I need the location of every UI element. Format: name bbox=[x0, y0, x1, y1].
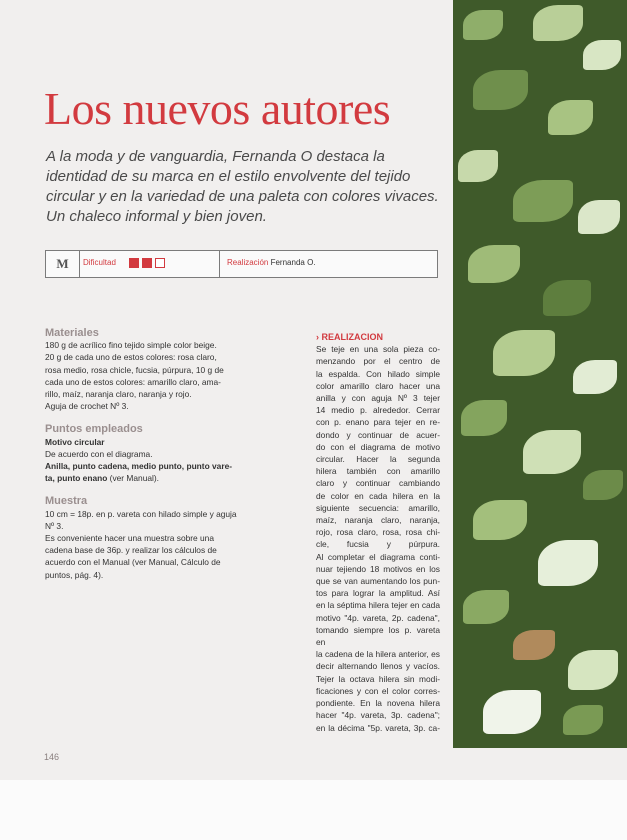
realizacion-line: Tejer la octava hilera sin modi- bbox=[316, 673, 440, 684]
info-divider bbox=[219, 251, 220, 277]
puntos-bold-line: Anilla, punto cadena, medio punto, punto vare- bbox=[45, 461, 233, 472]
realizacion-line: color amarillo claro hacer una bbox=[316, 380, 440, 391]
materiales-line: 180 g de acrílico fino tejido simple color beige. bbox=[45, 340, 217, 351]
right-column bbox=[316, 331, 440, 734]
realizacion-line: nuar tejiendo 18 motivos en los bbox=[316, 563, 440, 574]
muestra-line: cadena base de 36p. y realizar los cálculos de bbox=[45, 545, 217, 556]
realizacion-line: en la séptima hilera tejer en cada bbox=[316, 600, 440, 611]
realizacion-line: tos para lograr la amplitud. Así bbox=[316, 588, 440, 599]
materiales-line: 20 g de cada uno de estos colores: rosa claro, bbox=[45, 352, 217, 363]
realizacion-line: anilla y con aguja Nº 3 tejer bbox=[316, 393, 440, 404]
muestra-line: 10 cm = 18p. en p. vareta con hilado simple y aguja bbox=[45, 508, 237, 519]
realizacion-line: Al completar el diagrama conti- bbox=[316, 551, 440, 562]
realizacion-line: tomando siempre los p. vareta en bbox=[316, 624, 440, 648]
realizacion-line: rojo, rosa claro, rosa, rosa chi- bbox=[316, 527, 440, 538]
realizacion-line: circular. Hacer la segunda bbox=[316, 454, 440, 465]
realizacion-line: que se van aumentando los pun- bbox=[316, 576, 440, 587]
realizacion-line: cle, fucsia y púrpura. bbox=[316, 539, 440, 550]
muestra-line: puntos, pág. 4). bbox=[45, 569, 104, 580]
realizacion-line: en la décima "5p. vareta, 3p. ca- bbox=[316, 722, 440, 733]
realizacion-line: hacer "4p. vareta, 3p. cadena"; bbox=[316, 710, 440, 721]
article-subtitle: A la moda y de vanguardia, Fernanda O destaca la identidad de su marca en el estilo envolvente del tejido circular y en la variedad de una paleta con colores vivaces. Un chaleco informal y bien joven. bbox=[46, 148, 439, 225]
realizacion-line: pondiente. En la novena hilera bbox=[316, 698, 440, 709]
page-number: 146 bbox=[44, 752, 60, 762]
materiales-heading: Materiales bbox=[45, 327, 99, 339]
realizacion-line: siguiente secuencia: amarillo, bbox=[316, 502, 440, 513]
difficulty-square-2 bbox=[142, 258, 152, 268]
muestra-heading: Muestra bbox=[45, 495, 88, 508]
ivy-photo bbox=[453, 0, 627, 748]
left-column bbox=[45, 327, 245, 581]
realizacion-line: do con el diagrama de motivo bbox=[316, 441, 440, 452]
realizacion-line: 14 medio p. alrededor. Cerrar bbox=[316, 405, 440, 416]
muestra-line: acuerdo con el Manual (ver Manual, Cálculo de bbox=[45, 557, 221, 568]
realizacion-line: dondo y continuar de acuer- bbox=[316, 429, 440, 440]
realizacion-heading: › REALIZACION bbox=[316, 332, 383, 342]
level-badge: M bbox=[46, 251, 80, 277]
materiales-line: rillo, maíz, naranja claro, naranja y rojo. bbox=[45, 389, 192, 400]
muestra-line: Es conveniente hacer una muestra sobre una bbox=[45, 533, 215, 544]
puntos-sub: Motivo circular bbox=[45, 436, 105, 447]
materiales-line: Aguja de crochet Nº 3. bbox=[45, 401, 129, 412]
difficulty-label: Dificultad bbox=[83, 258, 116, 267]
info-bar bbox=[45, 250, 438, 278]
realizacion-line: hilera también con amarillo bbox=[316, 466, 440, 477]
materiales-line: cada uno de estos colores: amarillo claro, ama- bbox=[45, 376, 221, 387]
article-title: Los nuevos autores bbox=[44, 83, 391, 134]
difficulty-square-1 bbox=[129, 258, 139, 268]
realizacion-line: maíz, naranja claro, naranja, bbox=[316, 515, 440, 526]
realizacion-line: la cadena de la hilera anterior, es bbox=[316, 649, 440, 660]
realizacion-line: con p. enano para tejer en re- bbox=[316, 417, 440, 428]
puntos-line-3 bbox=[45, 472, 245, 484]
realizacion-line: de color en cada hilera en la bbox=[316, 490, 440, 501]
realizacion-line: la espalda. Con hilado simple bbox=[316, 368, 440, 379]
scan-margin bbox=[0, 780, 627, 840]
puntos-line: De acuerdo con el diagrama. bbox=[45, 448, 153, 459]
realization-label: Realización bbox=[227, 258, 269, 267]
realizacion-line: Se teje en una sola pieza co- bbox=[316, 344, 440, 355]
muestra-line: Nº 3. bbox=[45, 520, 64, 531]
realization-name: Fernanda O. bbox=[270, 258, 316, 267]
realizacion-line: ficaciones y con el color corres- bbox=[316, 685, 440, 696]
materiales-line: rosa medio, rosa chicle, fucsia, púrpura, 10 g de bbox=[45, 364, 224, 375]
puntos-tail: (ver Manual). bbox=[107, 473, 160, 484]
difficulty-square-3 bbox=[155, 258, 165, 268]
realization bbox=[227, 258, 316, 267]
puntos-bold: ta, punto enano bbox=[45, 473, 108, 484]
realizacion-line: motivo "4p. vareta, 2p. cadena", bbox=[316, 612, 440, 623]
realizacion-line: claro y continuar cambiando bbox=[316, 478, 440, 489]
realizacion-line: menzando por el centro de bbox=[316, 356, 440, 367]
realizacion-line: decir alternando llenos y vacíos. bbox=[316, 661, 440, 672]
puntos-heading: Puntos empleados bbox=[45, 423, 143, 436]
